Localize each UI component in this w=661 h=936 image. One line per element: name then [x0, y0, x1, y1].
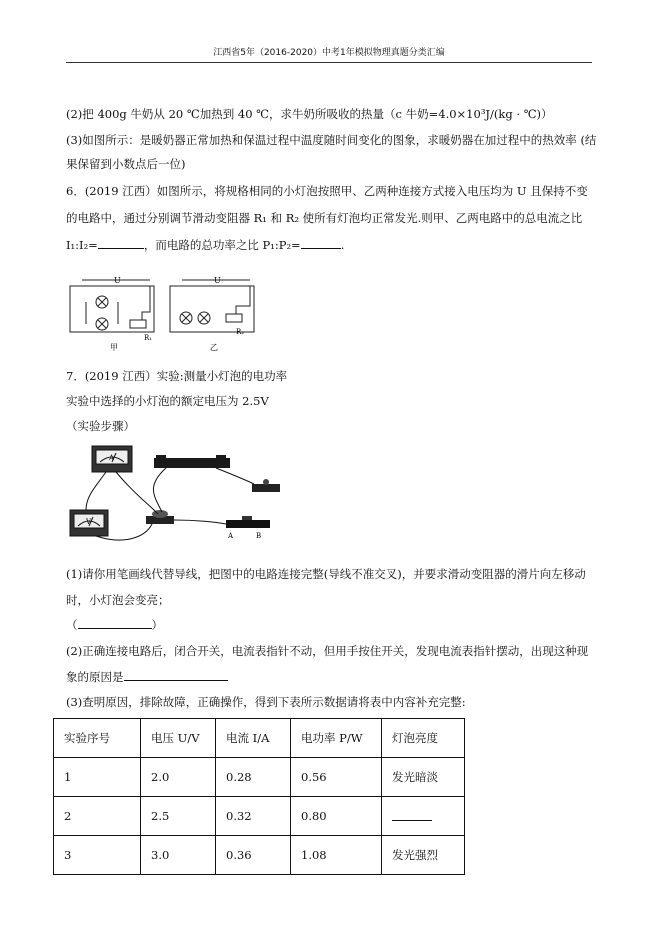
q7-part2-prompt: 象的原因是	[66, 670, 124, 684]
q5-part3-line1: (3)如图所示：是暖奶器正常加热和保温过程中温度随时间变化的图象，求暖奶器在加过程中的热效率 (结	[66, 133, 597, 147]
brightness-answer-blank[interactable]	[392, 808, 432, 821]
voltmeter-v-mark: V	[86, 518, 92, 526]
q6-line3	[66, 236, 344, 253]
page-header: 江西省5年（2016-2020）中考1年模拟物理真题分类汇编	[66, 44, 592, 63]
q7-rated-voltage: 实验中选择的小灯泡的额定电压为 2.5V	[66, 394, 269, 408]
q6-answer-blank-p[interactable]	[301, 236, 341, 249]
q7-experiment-figure	[66, 436, 386, 556]
table-header-cell: 灯泡亮度	[382, 719, 465, 758]
circuit-b-u-label: U	[214, 276, 221, 285]
table-cell: 2.5	[141, 797, 216, 836]
table-cell: 0.32	[216, 797, 291, 836]
table-header-cell: 实验序号	[54, 719, 141, 758]
q7-part1-answer	[66, 616, 163, 633]
q6-end-dot: .	[340, 238, 345, 252]
battery-box	[154, 455, 230, 468]
table-header-row	[54, 719, 465, 758]
bulb-holder	[252, 479, 280, 492]
table-cell: 1.08	[291, 836, 382, 875]
circuit-b-frame	[170, 286, 254, 332]
circuit-a-caption: 甲	[110, 343, 118, 352]
table-cell-answer[interactable]	[382, 797, 465, 836]
q7-part3: (3)查明原因，排除故障，正确操作，得到下表所示数据请将表中内容补充完整:	[66, 695, 466, 709]
table-cell: 3	[54, 836, 141, 875]
switch	[146, 510, 174, 524]
q7-steps-heading: （实验步骤）	[66, 419, 135, 433]
circuit-a-u-label: U	[114, 276, 121, 285]
table-cell: 2.0	[141, 758, 216, 797]
q7-title: 7．(2019 江西）实验:测量小灯泡的电功率	[66, 369, 288, 383]
table-cell: 0.36	[216, 836, 291, 875]
q6-line1: 6．(2019 江西）如图所示，将规格相同的小灯泡按照甲、乙两种连接方式接入电压均为 U 且保持不变	[66, 184, 588, 198]
table-row	[54, 797, 465, 836]
q7-part1-paren-close: ）	[151, 618, 163, 632]
q7-part1-answer-blank[interactable]	[78, 616, 152, 629]
table-cell: 2	[54, 797, 141, 836]
circuit-b-caption: 乙	[210, 343, 218, 352]
table-cell: 发光强烈	[382, 836, 465, 875]
rheostat-label-a: A	[228, 532, 234, 540]
q6-ratio-p-label: ，而电路的总功率之比 P₁:P₂=	[143, 238, 301, 252]
q7-part1-line1: (1)请你用笔画线代替导线，把图中的电路连接完整(导线不准交叉)，并要求滑动变阻器的滑片向左移动	[66, 567, 586, 581]
q6-ratio-i-label: I₁:I₂=	[66, 238, 98, 252]
q7-part1-paren-open: （	[66, 618, 78, 632]
circuit-b-r-label: R₂	[236, 328, 245, 336]
q5-part3-line2: 果保留到小数点后一位)	[66, 157, 186, 171]
ammeter-a-mark: A	[109, 454, 115, 462]
circuit-a-r-label: R₁	[144, 334, 153, 342]
connecting-wires	[86, 468, 254, 540]
q7-part1-line2: 时，小灯泡会变亮；	[66, 593, 170, 607]
q5-part2: (2)把 400g 牛奶从 20 ℃加热到 40 ℃，求牛奶所吸收的热量（c 牛奶=4.0×10³J/(kg · ℃)）	[66, 107, 553, 121]
data-table	[53, 718, 465, 875]
q7-part2-answer-blank[interactable]	[124, 668, 228, 681]
table-cell: 0.56	[291, 758, 382, 797]
table-row	[54, 758, 465, 797]
table-cell: 0.28	[216, 758, 291, 797]
q6-answer-blank-i[interactable]	[98, 236, 144, 249]
table-cell: 1	[54, 758, 141, 797]
table-cell: 0.80	[291, 797, 382, 836]
q6-line2: 的电路中，通过分别调节滑动变阻器 R₁ 和 R₂ 使所有灯泡均正常发光.则甲、乙两电路中的总电流之比	[66, 211, 583, 225]
q7-part2-line1: (2)正确连接电路后，闭合开关，电流表指针不动，但用手按住开关，发现电流表指针摆动，出现这种现	[66, 644, 589, 658]
table-row	[54, 836, 465, 875]
rheostat	[226, 516, 270, 528]
circuit-a-rheostat	[130, 320, 146, 328]
circuit-b-rheostat	[226, 314, 242, 322]
table-cell: 3.0	[141, 836, 216, 875]
table-header-cell: 电功率 P/W	[291, 719, 382, 758]
rheostat-label-b: B	[256, 532, 262, 540]
q6-circuit-figure	[64, 272, 264, 354]
table-header-cell: 电压 U/V	[141, 719, 216, 758]
table-header-cell: 电流 I/A	[216, 719, 291, 758]
table-cell: 发光暗淡	[382, 758, 465, 797]
q7-part2-line2	[66, 668, 228, 685]
